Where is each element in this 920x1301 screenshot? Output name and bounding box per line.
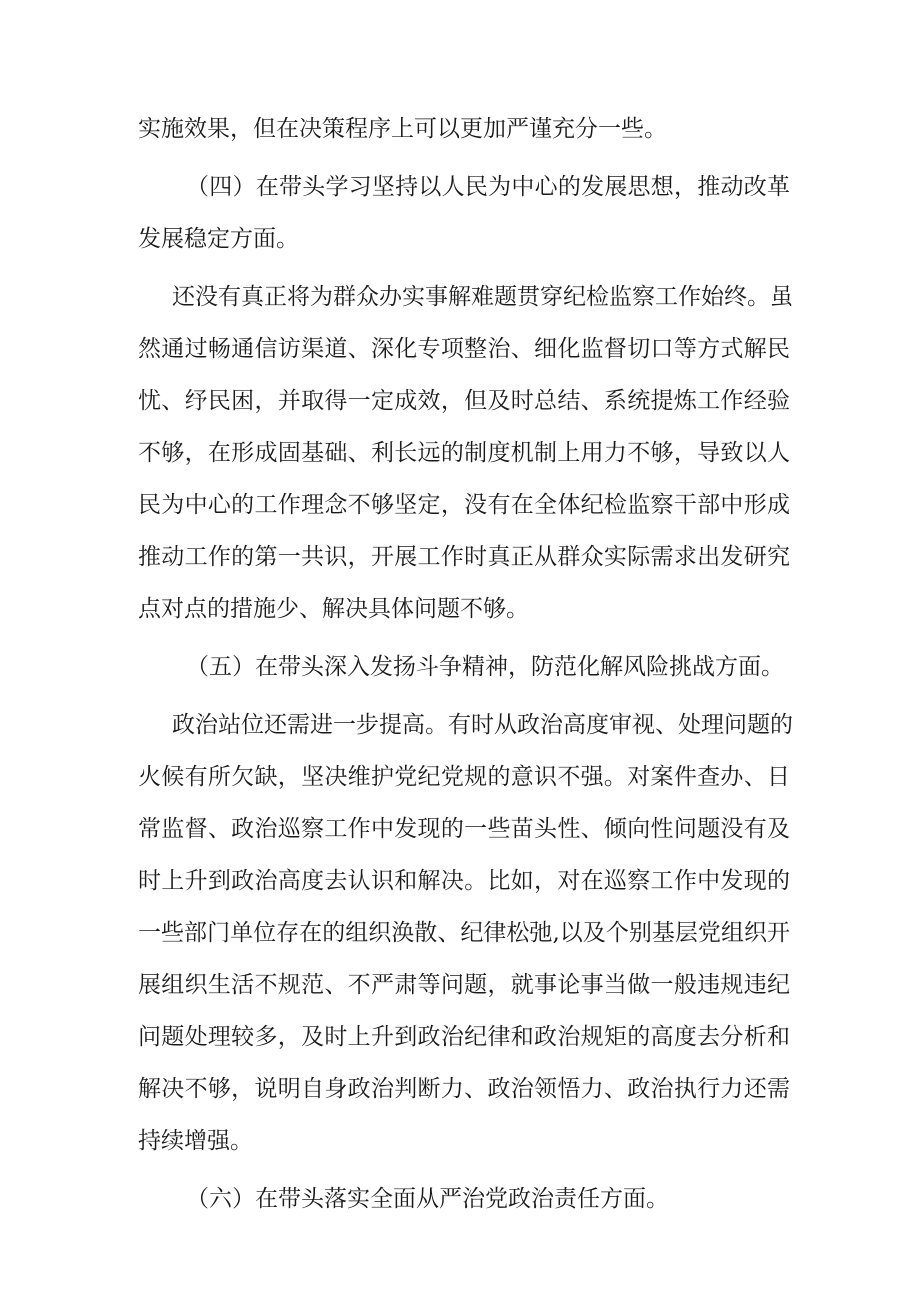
section-heading-four: （四）在带头学习坚持以人民为中心的发展思想，推动改革 xyxy=(186,174,790,200)
paragraph-line: 时上升到政治高度去认识和解决。比如，对在巡察工作中发现的 xyxy=(138,868,790,894)
paragraph-line: 解决不够，说明自身政治判断力、政治领悟力、政治执行力还需 xyxy=(138,1076,790,1102)
paragraph-line: 问题处理较多，及时上升到政治纪律和政治规矩的高度去分析和 xyxy=(138,1024,790,1050)
paragraph-line: 然通过畅通信访渠道、深化专项整治、细化监督切口等方式解民 xyxy=(138,336,790,362)
paragraph-line: 点对点的措施少、解决具体问题不够。 xyxy=(138,596,529,622)
paragraph-line: 火候有所欠缺，坚决维护党纪党规的意识不强。对案件查办、日 xyxy=(138,764,790,790)
paragraph-line: 不够，在形成固基础、利长远的制度机制上用力不够，导致以人 xyxy=(138,440,790,466)
paragraph-line: 民为中心的工作理念不够坚定，没有在全体纪检监察干部中形成 xyxy=(138,492,790,518)
text-line: 实施效果，但在决策程序上可以更加严谨充分一些。 xyxy=(138,116,667,142)
section-heading-four-cont: 发展稳定方面。 xyxy=(138,226,299,252)
paragraph-line: 展组织生活不规范、不严肃等问题，就事论事当做一般违规违纪 xyxy=(138,972,790,998)
paragraph-line: 还没有真正将为群众办实事解难题贯穿纪检监察工作始终。虽 xyxy=(172,284,793,310)
paragraph-line: 忧、纾民困，并取得一定成效，但及时总结、系统提炼工作经验 xyxy=(138,388,790,414)
paragraph-line: 持续增强。 xyxy=(138,1128,253,1154)
section-heading-six: （六）在带头落实全面从严治党政治责任方面。 xyxy=(186,1186,669,1212)
paragraph-line: 常监督、政治巡察工作中发现的一些苗头性、倾向性问题没有及 xyxy=(138,816,790,842)
paragraph-line: 一些部门单位存在的组织涣散、纪律松弛,以及个别基层党组织开 xyxy=(138,920,790,946)
section-heading-five: （五）在带头深入发扬斗争精神，防范化解风险挑战方面。 xyxy=(186,654,784,680)
paragraph-line: 政治站位还需进一步提高。有时从政治高度审视、处理问题的 xyxy=(172,712,793,738)
paragraph-line: 推动工作的第一共识，开展工作时真正从群众实际需求出发研究 xyxy=(138,544,790,570)
